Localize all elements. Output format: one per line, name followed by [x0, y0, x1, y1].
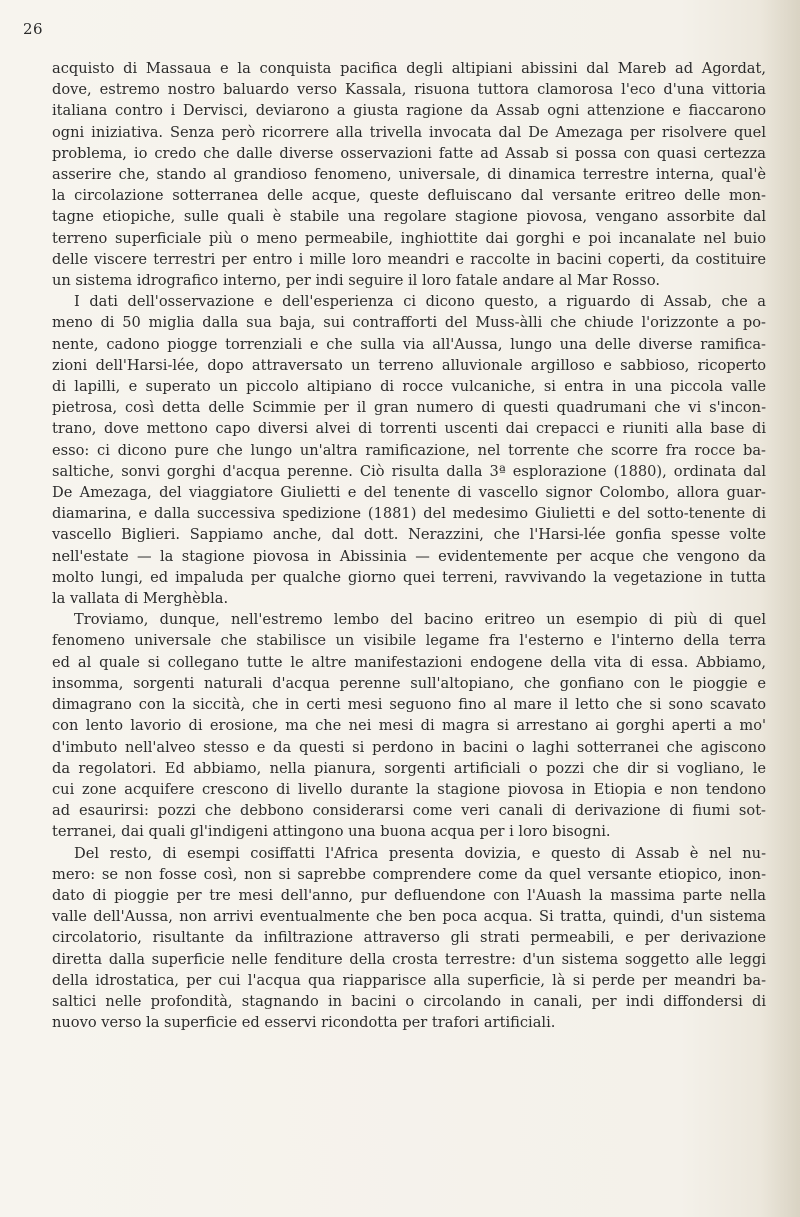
- text-line: d'imbuto nell'alveo stesso e da questi si perdono in bacini o laghi sotterranei che agiscono: [52, 738, 766, 756]
- text-line: delle viscere terrestri per entro i mille loro meandri e raccolte in bacini coperti, da costituire: [52, 250, 766, 268]
- text-line: cui zone acquifere crescono di livello durante la stagione piovosa in Etiopia e non tendono: [52, 780, 766, 798]
- text-line: Del resto, di esempi cosiffatti l'Africa presenta dovizia, e questo di Assab è nel nu-: [74, 844, 766, 862]
- text-line: saltici nelle profondità, stagnando in bacini o circolando in canali, per indi diffondersi di: [52, 992, 766, 1010]
- text-line: diamarina, e dalla successiva spedizione (1881) del medesimo Giulietti e del sotto-tenente di: [52, 505, 766, 523]
- paragraph: [52, 291, 766, 609]
- paragraph: [52, 609, 766, 842]
- text-line: mero: se non fosse così, non si saprebbe comprendere come da quel versante etiopico, inon-: [52, 865, 766, 883]
- text-line: dove, estremo nostro baluardo verso Kassala, risuona tuttora clamorosa l'eco d'una vittoria: [52, 81, 766, 99]
- body-text: [52, 58, 766, 1033]
- page-number: 26: [23, 20, 44, 38]
- text-line: italiana contro i Dervisci, deviarono a giusta ragione da Assab ogni attenzione e fiaccarono: [52, 102, 766, 120]
- text-line: Troviamo, dunque, nell'estremo lembo del bacino eritreo un esempio di più di quel: [74, 611, 766, 629]
- paragraph: [52, 58, 766, 291]
- text-line: nuovo verso la superficie ed esservi ricondotta per trafori artificiali.: [52, 1014, 556, 1032]
- text-line: di lapilli, e superato un piccolo altipiano di rocce vulcaniche, si entra in una piccola valle: [52, 378, 766, 396]
- text-line: zioni dell'Harsi-lée, dopo attraversato un terreno alluvionale argilloso e sabbioso, ricoperto: [52, 356, 766, 374]
- text-line: I dati dell'osservazione e dell'esperienza ci dicono questo, a riguardo di Assab, che a: [74, 293, 766, 311]
- text-line: la vallata di Merghèbla.: [52, 590, 229, 608]
- text-line: acquisto di Massaua e la conquista pacifica degli altipiani abissini dal Mareb ad Agordat,: [52, 60, 766, 77]
- text-line: asserire che, stando al grandioso fenomeno, universale, di dinamica terrestre interna, qual'è: [52, 166, 766, 184]
- text-line: tagne etiopiche, sulle quali è stabile una regolare stagione piovosa, vengano assorbite dal: [52, 208, 766, 226]
- text-line: fenomeno universale che stabilisce un visibile legame fra l'esterno e l'interno della terra: [52, 632, 766, 650]
- text-line: la circolazione sotterranea delle acque, queste defluiscano dal versante eritreo delle mon-: [52, 187, 766, 205]
- text-line: valle dell'Aussa, non arrivi eventualmente che ben poca acqua. Si tratta, quindi, d'un sistema: [52, 908, 766, 926]
- text-line: dimagrano con la siccità, che in certi mesi seguono fino al mare il letto che si sono scavato: [52, 696, 766, 714]
- text-line: con lento lavorio di erosione, ma che nei mesi di magra si arrestano ai gorghi aperti a mo': [52, 717, 766, 735]
- paragraph: [52, 843, 766, 1034]
- text-line: dato di pioggie per tre mesi dell'anno, pur defluendone con l'Auash la massima parte nella: [52, 886, 766, 904]
- text-line: vascello Biglieri. Sappiamo anche, dal dott. Nerazzini, che l'Harsi-lée gonfia spesse volte: [52, 526, 766, 544]
- text-line: diretta dalla superficie nelle fenditure della crosta terrestre: d'un sistema soggetto alle leggi: [52, 950, 766, 968]
- text-line: nell'estate — la stagione piovosa in Abissinia — evidentemente per acque che vengono da: [52, 547, 766, 565]
- text-line: De Amezaga, del viaggiatore Giulietti e del tenente di vascello signor Colombo, allora guar-: [52, 484, 766, 502]
- text-line: da regolatori. Ed abbiamo, nella pianura, sorgenti artificiali o pozzi che dir si vogliano, le: [52, 759, 766, 777]
- text-line: ogni iniziativa. Senza però ricorrere alla trivella invocata dal De Amezaga per risolvere quel: [52, 123, 766, 141]
- text-line: pietrosa, così detta delle Scimmie per il gran numero di questi quadrumani che vi s'incon-: [52, 399, 766, 417]
- text-line: terranei, dai quali gl'indigeni attingono una buona acqua per i loro bisogni.: [52, 823, 611, 841]
- text-line: saltiche, sonvi gorghi d'acqua perenne. Ciò risulta dalla 3ª esplorazione (1880), ordinata dal: [52, 462, 766, 480]
- text-line: della idrostatica, per cui l'acqua qua riapparisce alla superficie, là si perde per meandri ba-: [52, 971, 766, 989]
- text-line: meno di 50 miglia dalla sua baja, sui contrafforti del Muss-àlli che chiude l'orizzonte a po-: [52, 314, 766, 332]
- text-line: molto lungi, ed impaluda per qualche giorno quei terreni, ravvivando la vegetazione in tutta: [52, 568, 766, 586]
- text-line: esso: ci dicono pure che lungo un'altra ramificazione, nel torrente che scorre fra rocce ba-: [52, 441, 766, 459]
- text-line: un sistema idrografico interno, per indi seguire il loro fatale andare al Mar Rosso.: [52, 272, 661, 290]
- text-line: terreno superficiale più o meno permeabile, inghiottite dai gorghi e poi incanalate nel buio: [52, 229, 766, 247]
- text-line: problema, io credo che dalle diverse osservazioni fatte ad Assab si possa con quasi certezza: [52, 144, 766, 162]
- text-line: nente, cadono piogge torrenziali e che sulla via all'Aussa, lungo una delle diverse ramifica-: [52, 335, 766, 353]
- text-line: ed al quale si collegano tutte le altre manifestazioni endogene della vita di essa. Abbiamo,: [52, 653, 766, 671]
- text-line: trano, dove mettono capo diversi alvei di torrenti uscenti dai crepacci e riuniti alla base di: [52, 420, 766, 438]
- text-line: insomma, sorgenti naturali d'acqua perenne sull'altopiano, che gonfiano con le pioggie e: [52, 674, 766, 692]
- text-line: circolatorio, risultante da infiltrazione attraverso gli strati permeabili, e per derivazione: [52, 929, 766, 947]
- text-line: ad esaurirsi: pozzi che debbono considerarsi come veri canali di derivazione di fiumi sot-: [52, 802, 766, 820]
